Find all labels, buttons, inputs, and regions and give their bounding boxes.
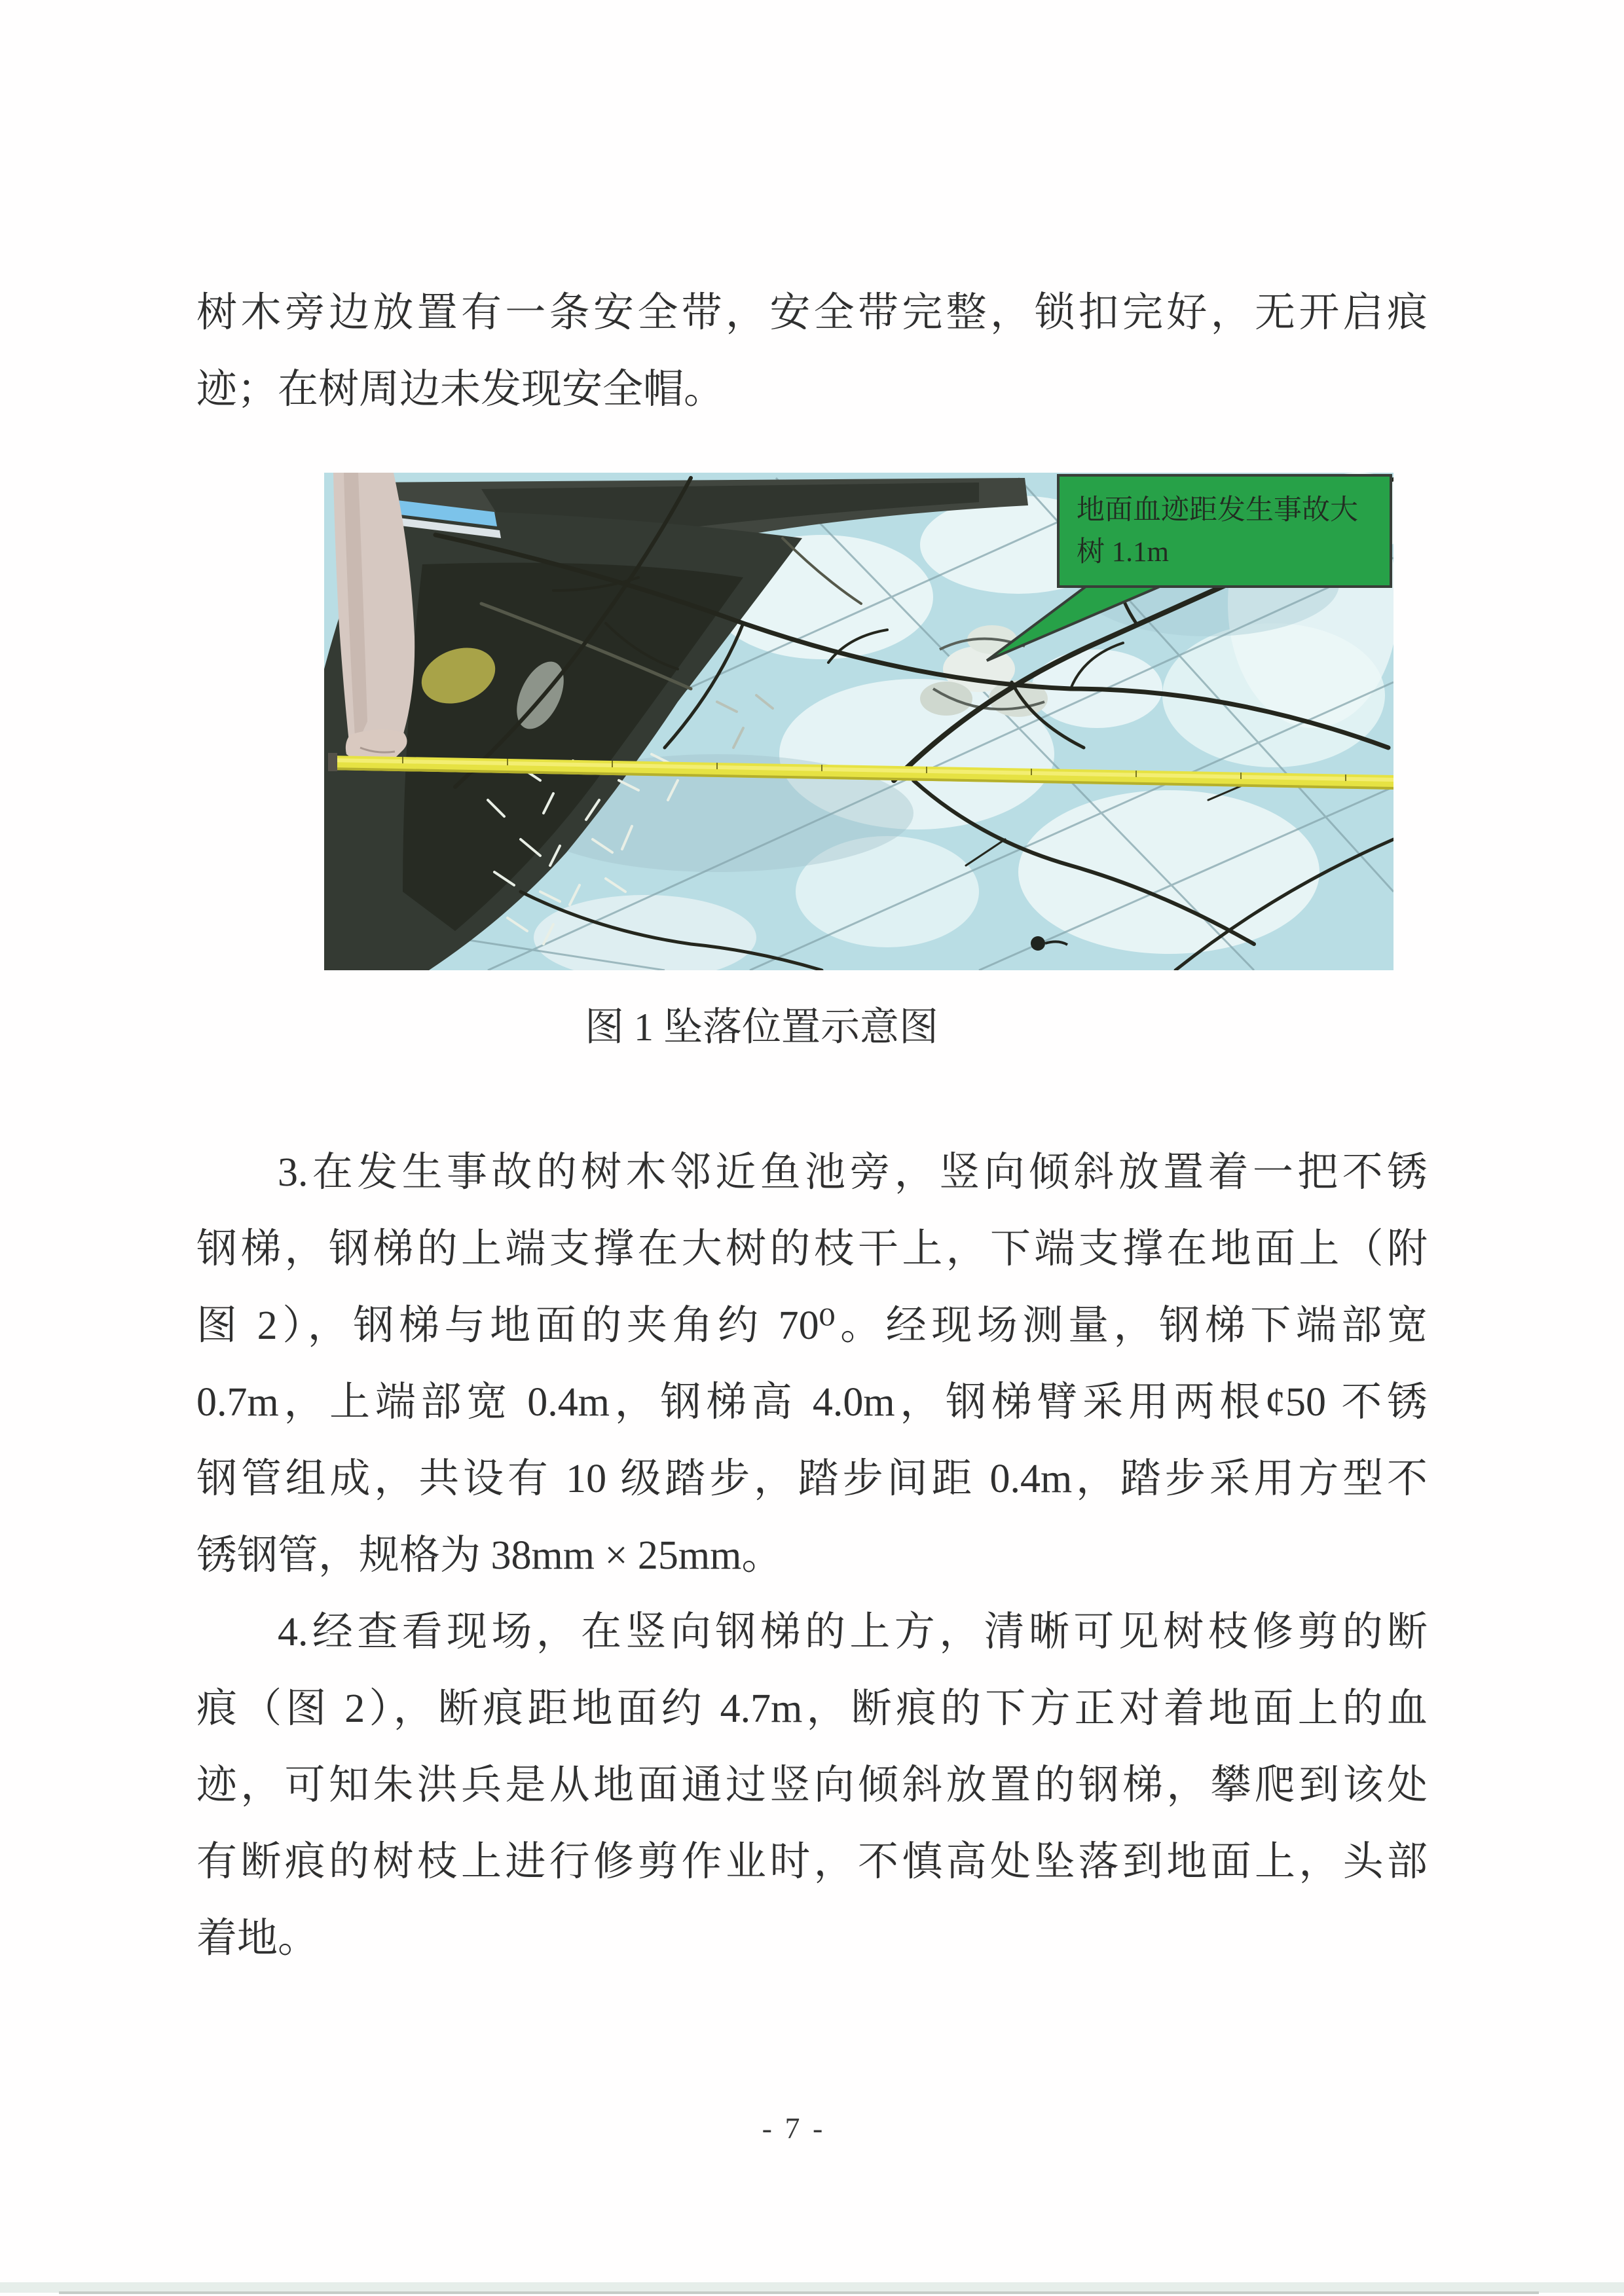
paragraph-continued [196,275,1428,428]
text-line: 钢管组成，共设有 10 级踏步，踏步间距 0.4m，踏步采用方型不 [196,1457,1428,1501]
scan-artifact-line [59,2291,1539,2294]
figure-1-photo [324,473,1393,970]
text-line: 迹，可知朱洪兵是从地面通过竖向倾斜放置的钢梯，攀爬到该处 [196,1763,1428,1808]
callout-text-line: 地面血迹距发生事故大 [1077,495,1358,526]
text-line: 着地。 [196,1916,319,1961]
text-line: 4.经查看现场，在竖向钢梯的上方，清晰可见树枝修剪的断 [278,1610,1428,1654]
text-line: 3.在发生事故的树木邻近鱼池旁，竖向倾斜放置着一把不锈 [278,1150,1428,1195]
text-line: 有断痕的树枝上进行修剪作业时，不慎高处坠落到地面上，头部 [196,1840,1428,1884]
text-line: 树木旁边放置有一条安全带，安全带完整，锁扣完好，无开启痕 [196,291,1428,335]
paragraph-4 [196,1594,1428,1977]
page-number: - 7 - [762,2111,826,2145]
text-line: 图 2），钢梯与地面的夹角约 70⁰。经现场测量，钢梯下端部宽 [196,1303,1428,1348]
text-line: 锈钢管，规格为 38mm × 25mm。 [196,1533,783,1578]
figure-1-caption: 图 1 坠落位置示意图 [585,1006,938,1049]
callout-text-line: 树 1.1m [1077,537,1169,568]
text-line: 钢梯，钢梯的上端支撑在大树的枝干上，下端支撑在地面上（附 [196,1227,1428,1271]
text-line: 痕（图 2），断痕距地面约 4.7m，断痕的下方正对着地面上的血 [196,1686,1428,1731]
photo-callout [1057,474,1392,588]
paragraph-3 [196,1135,1428,1594]
text-line: 迹；在树周边未发现安全帽。 [196,367,725,412]
text-line: 0.7m，上端部宽 0.4m，钢梯高 4.0m，钢梯臂采用两根¢50 不锈 [196,1380,1428,1425]
